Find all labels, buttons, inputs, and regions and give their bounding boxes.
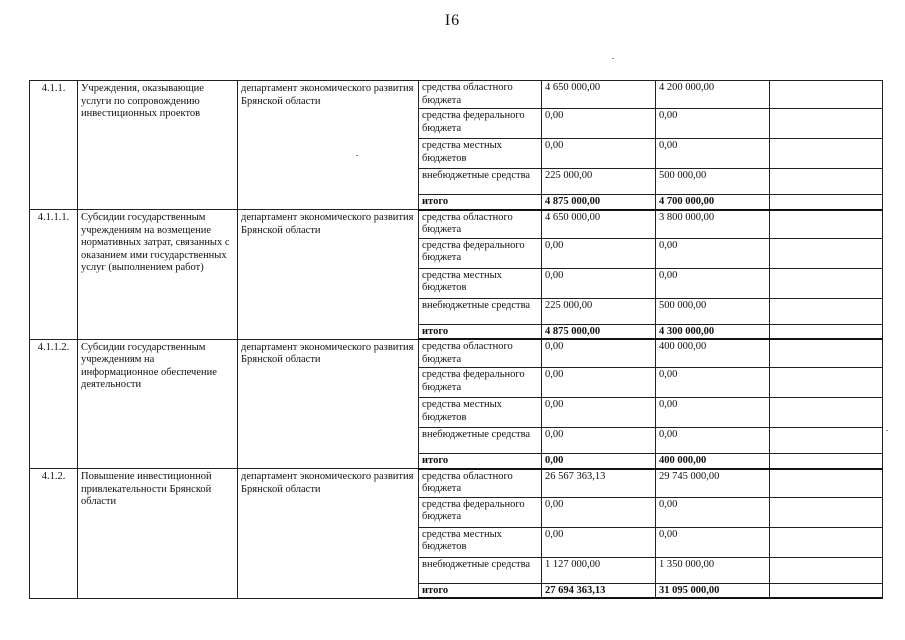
table-row <box>30 469 883 498</box>
item-code: 4.1.1.1. <box>30 210 78 340</box>
amount-year-2: 0,00 <box>656 497 770 527</box>
amount-year-1: 0,00 <box>542 428 656 454</box>
amount-year-3 <box>770 454 883 469</box>
amount-year-2: 0,00 <box>656 368 770 398</box>
item-department: департамент экономического развития Брянской области <box>238 81 419 210</box>
budget-table-body <box>30 81 883 599</box>
funding-source: внебюджетные средства <box>419 428 542 454</box>
amount-year-3 <box>770 339 883 368</box>
amount-year-3 <box>770 109 883 139</box>
budget-table <box>29 80 883 599</box>
funding-source: средства местных бюджетов <box>419 527 542 557</box>
amount-year-3 <box>770 583 883 598</box>
amount-year-2: 0,00 <box>656 527 770 557</box>
amount-year-1: 0,00 <box>542 238 656 268</box>
item-department: департамент экономического развития Брянской области <box>238 469 419 599</box>
funding-source: средства областного бюджета <box>419 339 542 368</box>
amount-year-1: 225 000,00 <box>542 169 656 195</box>
amount-year-3 <box>770 557 883 583</box>
funding-source: внебюджетные средства <box>419 298 542 324</box>
amount-year-3 <box>770 298 883 324</box>
amount-year-1: 0,00 <box>542 109 656 139</box>
amount-year-2: 29 745 000,00 <box>656 469 770 498</box>
amount-year-2: 0,00 <box>656 268 770 298</box>
item-name: Учреждения, оказывающие услуги по сопровождению инвестиционных проектов <box>78 81 238 210</box>
item-name: Субсидии государственным учреждениям на информационное обеспечение деятельности <box>78 339 238 469</box>
amount-year-2: 0,00 <box>656 428 770 454</box>
amount-year-3 <box>770 324 883 339</box>
funding-source: средства областного бюджета <box>419 469 542 498</box>
item-department: департамент экономического развития Брянской области <box>238 210 419 340</box>
amount-year-1: 0,00 <box>542 339 656 368</box>
funding-source: внебюджетные средства <box>419 557 542 583</box>
amount-year-1: 0,00 <box>542 497 656 527</box>
amount-year-1: 0,00 <box>542 398 656 428</box>
amount-year-1: 0,00 <box>542 368 656 398</box>
amount-year-2: 3 800 000,00 <box>656 210 770 239</box>
funding-source: итого <box>419 454 542 469</box>
funding-source: средства федерального бюджета <box>419 497 542 527</box>
funding-source: средства местных бюджетов <box>419 398 542 428</box>
amount-year-2: 1 350 000,00 <box>656 557 770 583</box>
amount-year-3 <box>770 398 883 428</box>
amount-year-1: 225 000,00 <box>542 298 656 324</box>
item-name: Субсидии государственным учреждениям на возмещение нормативных затрат, связанных с оказанием ими государственных услуг (выполнением работ) <box>78 210 238 340</box>
funding-source: средства федерального бюджета <box>419 109 542 139</box>
funding-source: итого <box>419 324 542 339</box>
funding-source: внебюджетные средства <box>419 169 542 195</box>
amount-year-2: 500 000,00 <box>656 169 770 195</box>
funding-source: средства местных бюджетов <box>419 268 542 298</box>
item-department: департамент экономического развития Брянской области <box>238 339 419 469</box>
amount-year-1: 1 127 000,00 <box>542 557 656 583</box>
amount-year-2: 31 095 000,00 <box>656 583 770 598</box>
amount-year-2: 500 000,00 <box>656 298 770 324</box>
amount-year-2: 400 000,00 <box>656 454 770 469</box>
amount-year-3 <box>770 469 883 498</box>
amount-year-1: 4 650 000,00 <box>542 81 656 109</box>
page-number: I6 <box>444 12 461 29</box>
amount-year-1: 4 650 000,00 <box>542 210 656 239</box>
amount-year-1: 0,00 <box>542 527 656 557</box>
funding-source: средства областного бюджета <box>419 81 542 109</box>
amount-year-2: 0,00 <box>656 398 770 428</box>
amount-year-2: 4 200 000,00 <box>656 81 770 109</box>
amount-year-2: 4 300 000,00 <box>656 324 770 339</box>
amount-year-3 <box>770 81 883 109</box>
amount-year-2: 4 700 000,00 <box>656 195 770 210</box>
amount-year-3 <box>770 195 883 210</box>
amount-year-2: 400 000,00 <box>656 339 770 368</box>
amount-year-1: 26 567 363,13 <box>542 469 656 498</box>
item-name: Повышение инвестиционной привлекательности Брянской области <box>78 469 238 599</box>
amount-year-1: 0,00 <box>542 139 656 169</box>
funding-source: средства федерального бюджета <box>419 238 542 268</box>
scan-artifact <box>356 155 358 156</box>
table-row <box>30 81 883 109</box>
amount-year-1: 0,00 <box>542 454 656 469</box>
table-row <box>30 339 883 368</box>
scan-artifact <box>886 430 888 431</box>
table-row <box>30 210 883 239</box>
funding-source: средства областного бюджета <box>419 210 542 239</box>
item-code: 4.1.2. <box>30 469 78 599</box>
amount-year-2: 0,00 <box>656 238 770 268</box>
amount-year-3 <box>770 210 883 239</box>
amount-year-1: 27 694 363,13 <box>542 583 656 598</box>
funding-source: средства федерального бюджета <box>419 368 542 398</box>
amount-year-3 <box>770 428 883 454</box>
amount-year-2: 0,00 <box>656 109 770 139</box>
funding-source: итого <box>419 195 542 210</box>
amount-year-3 <box>770 139 883 169</box>
amount-year-3 <box>770 268 883 298</box>
scan-artifact <box>612 58 614 59</box>
amount-year-3 <box>770 527 883 557</box>
funding-source: средства местных бюджетов <box>419 139 542 169</box>
amount-year-3 <box>770 497 883 527</box>
amount-year-3 <box>770 169 883 195</box>
amount-year-3 <box>770 238 883 268</box>
item-code: 4.1.1.2. <box>30 339 78 469</box>
amount-year-1: 4 875 000,00 <box>542 195 656 210</box>
amount-year-3 <box>770 368 883 398</box>
funding-source: итого <box>419 583 542 598</box>
item-code: 4.1.1. <box>30 81 78 210</box>
amount-year-1: 4 875 000,00 <box>542 324 656 339</box>
amount-year-2: 0,00 <box>656 139 770 169</box>
amount-year-1: 0,00 <box>542 268 656 298</box>
